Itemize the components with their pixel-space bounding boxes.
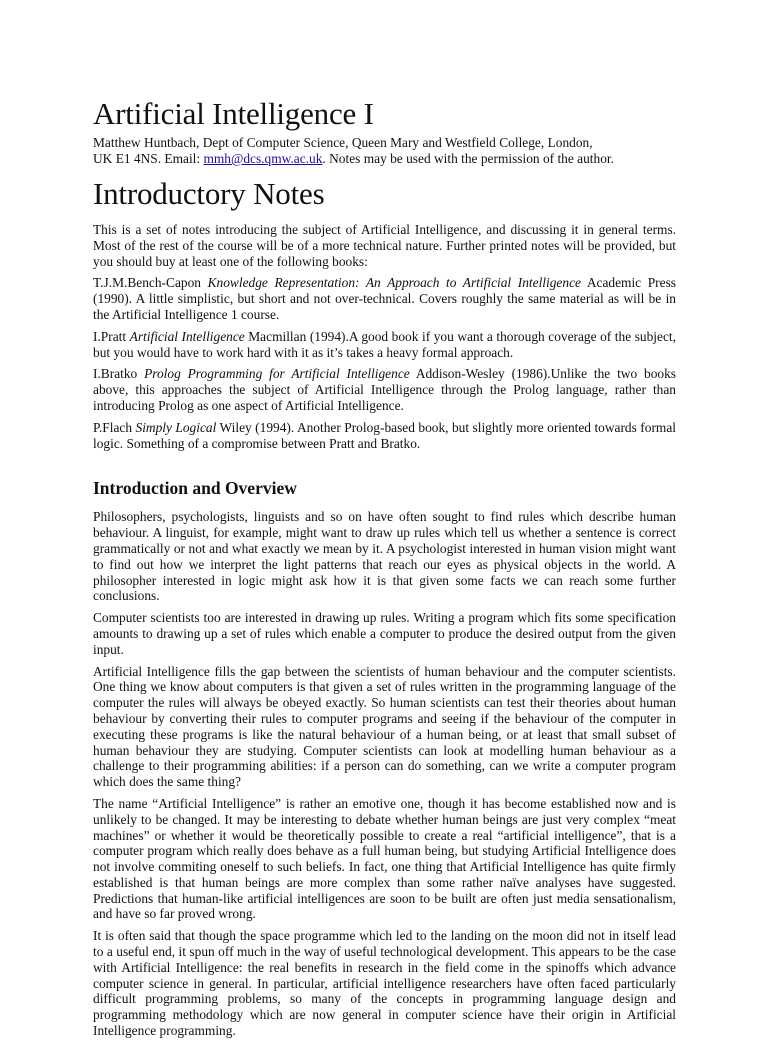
section-heading: Introduction and Overview xyxy=(93,478,297,499)
body-paragraph: The name “Artificial Intelligence” is rather an emotive one, though it has become established now and is unlikely to be changed. It may be interesting to debate whether human beings are just very complex “meat machines” or whether it would be theoretically possible to create a real “artificial intelligence”, that is a computer program which really does behave as a full human being, but studying Artificial Intelligence does not involve commiting oneself to such beliefs. In fact, one thing that Artificial Intelligence has quite firmly established is that human beings are more complex than some rather naïve analyses have suggested. Predictions that human-like artificial intelligences are soon to be built are often just media sensationalism, and have so far proved wrong. xyxy=(93,795,676,922)
body-paragraph: Philosophers, psychologists, linguists and so on have often sought to find rules which describe human behaviour. A linguist, for example, might want to draw up rules which tell us whether a sentence is correct grammatically or not and what exactly we mean by it. A psychologist interested in human vision might want to find out how we interpret the light patterns that reach our eyes as physical objects in the world. A philosopher interested in logic might ask how it is that given some facts we can reach some further conclusions. xyxy=(93,509,676,604)
document-subtitle: Introductory Notes xyxy=(93,176,325,211)
book-details: Wiley (1994). Another Prolog-based book, but slightly more oriented towards formal logic. Something of a compromise between Pratt and Bratko. xyxy=(93,419,676,451)
book-author: T.J.M.Bench-Capon xyxy=(93,275,208,291)
book-entry xyxy=(93,329,676,361)
book-title: Simply Logical xyxy=(135,419,217,435)
byline-line-2 xyxy=(93,151,676,167)
book-entry xyxy=(93,420,676,452)
body-paragraph: It is often said that though the space programme which led to the landing on the moon did not in itself lead to a useful end, it spun off much in the way of useful technological development. This appears to be the case with Artificial Intelligence: the real benefits in research in the field come in the spinoffs which advance computer science in general. In particular, artificial intelligence researchers have often faced particularly difficult programming problems, so many of the concepts in programming language design and programming methodology which are now general in computer science have their origin in Artificial Intelligence programming. xyxy=(93,928,676,1039)
book-author: I.Bratko xyxy=(93,366,145,382)
byline-line-1: Matthew Huntbach, Dept of Computer Science, Queen Mary and Westfield College, London, xyxy=(93,135,593,150)
byline-prefix: UK E1 4NS. Email: xyxy=(93,151,204,166)
email-link[interactable]: mmh@dcs.qmw.ac.uk xyxy=(203,151,323,166)
book-details: Academic Press (1990). A little simplistic, but short and not over-technical. Covers roughly the same material as will be in the Artificial Intelligence 1 course. xyxy=(93,275,676,322)
document-title: Artificial Intelligence I xyxy=(93,96,374,131)
book-entry xyxy=(93,366,676,413)
document-content xyxy=(93,97,676,1045)
book-author: P.Flach xyxy=(93,419,136,435)
book-title: Artificial Intelligence xyxy=(129,328,245,344)
intro-paragraph: This is a set of notes introducing the subject of Artificial Intelligence, and discussing it in general terms. Most of the rest of the course will be of a more technical nature. Further printed notes will be provided, but you should buy at least one of the following books: xyxy=(93,222,676,269)
author-byline xyxy=(93,135,676,167)
body-paragraph: Computer scientists too are interested in drawing up rules. Writing a program which fits some specification amounts to drawing up a set of rules which enable a computer to produce the desired output from the given input. xyxy=(93,610,676,657)
book-details: Addison-Wesley (1986).Unlike the two books above, this approaches the subject of Artificial Intelligence through the Prolog language, rather than introducing Prolog as one aspect of Artificial Intelligence. xyxy=(93,366,676,413)
book-author: I.Pratt xyxy=(93,328,130,344)
byline-suffix: . Notes may be used with the permission of the author. xyxy=(322,151,614,166)
book-details: Macmillan (1994).A good book if you want a thorough coverage of the subject, but you would have to work hard with it as it’s takes a heavy formal approach. xyxy=(93,328,676,360)
book-title: Knowledge Representation: An Approach to Artificial Intelligence xyxy=(207,275,581,291)
book-title: Prolog Programming for Artificial Intelligence xyxy=(144,366,410,382)
book-entry xyxy=(93,275,676,322)
body-paragraph: Artificial Intelligence fills the gap between the scientists of human behaviour and the computer scientists. One thing we know about computers is that given a set of rules written in the programming language of the computer the rules will always be obeyed exactly. So human scientists can test their theories about human behaviour by converting their rules to computer programs and seeing if the behaviour of the computer in executing these programs is like the natural behaviour of a human being, or at least that small subset of human behaviour they are studying. Computer scientists can look at modelling human behaviour as a challenge to their programming abilities: if a person can do something, can we write a computer program which does the same thing? xyxy=(93,663,676,790)
